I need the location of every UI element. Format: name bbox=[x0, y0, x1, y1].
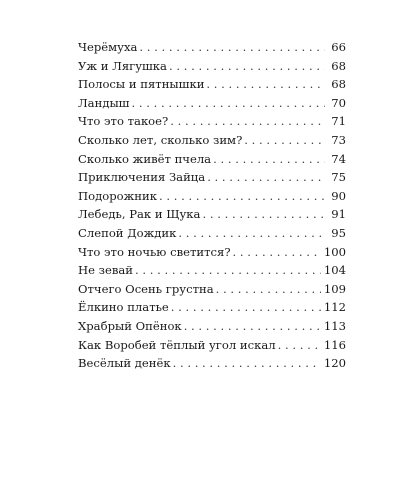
toc-entry-title: Сколько живёт пчела bbox=[78, 151, 212, 166]
toc-entry-title: Приключения Зайца bbox=[78, 170, 206, 185]
toc-entry-title: Весёлый денёк bbox=[78, 356, 171, 371]
toc-entry-page: 68 bbox=[331, 58, 346, 73]
toc-entry-page: 73 bbox=[331, 132, 346, 147]
toc-leader-dots bbox=[233, 243, 321, 262]
toc-entry-title: Ёлкино платье bbox=[78, 300, 169, 315]
toc-entry-page: 70 bbox=[331, 95, 346, 110]
toc-entry-title: Ландыш bbox=[78, 95, 130, 110]
toc-entry bbox=[78, 57, 346, 76]
toc-leader-dots bbox=[171, 298, 321, 317]
toc-leader-dots bbox=[169, 57, 325, 76]
toc-leader-dots bbox=[244, 131, 325, 150]
toc-entry-title: Лебедь, Рак и Щука bbox=[78, 207, 201, 222]
toc-entry-page: 104 bbox=[323, 263, 346, 278]
toc-entry bbox=[78, 131, 346, 150]
toc-leader-dots bbox=[135, 261, 321, 280]
toc-entry-page: 71 bbox=[331, 114, 346, 129]
toc-leader-dots bbox=[207, 168, 325, 187]
toc-leader-dots bbox=[159, 187, 325, 206]
toc-leader-dots bbox=[173, 354, 321, 373]
toc-leader-dots bbox=[278, 336, 321, 355]
toc-entry-page: 120 bbox=[323, 356, 346, 371]
toc-entry-page: 66 bbox=[331, 40, 346, 54]
toc-entry bbox=[78, 112, 346, 131]
toc-entry-title: Подорожник bbox=[78, 188, 157, 203]
toc-leader-dots bbox=[139, 38, 325, 57]
toc-entry bbox=[78, 261, 346, 280]
toc-entry bbox=[78, 150, 346, 169]
toc-entry bbox=[78, 298, 346, 317]
toc-entry-page: 91 bbox=[331, 207, 346, 222]
toc-entry-title: Что это ночью светится? bbox=[78, 244, 231, 259]
toc-entry-page: 68 bbox=[331, 77, 346, 92]
toc-entry-page: 109 bbox=[323, 281, 346, 296]
table-of-contents bbox=[78, 38, 346, 373]
toc-entry bbox=[78, 336, 346, 355]
toc-entry-page: 100 bbox=[323, 244, 346, 259]
toc-entry-title: Уж и Лягушка bbox=[78, 58, 167, 73]
toc-leader-dots bbox=[216, 280, 321, 299]
toc-leader-dots bbox=[184, 317, 321, 336]
toc-entry-title: Храбрый Опёнок bbox=[78, 318, 182, 333]
toc-entry bbox=[78, 38, 346, 57]
toc-entry-title: Не зевай bbox=[78, 263, 134, 278]
toc-entry bbox=[78, 224, 346, 243]
toc-entry-title: Как Воробей тёплый угол искал bbox=[78, 337, 276, 352]
toc-entry-page: 75 bbox=[331, 170, 346, 185]
toc-entry-title: Отчего Осень грустна bbox=[78, 281, 214, 296]
toc-leader-dots bbox=[131, 94, 325, 113]
toc-entry bbox=[78, 317, 346, 336]
toc-leader-dots bbox=[178, 224, 325, 243]
toc-entry-page: 112 bbox=[323, 300, 346, 315]
toc-entry bbox=[78, 168, 346, 187]
toc-entry-page: 116 bbox=[323, 337, 346, 352]
toc-leader-dots bbox=[170, 112, 325, 131]
toc-entry-page: 95 bbox=[331, 225, 346, 240]
toc-entry bbox=[78, 354, 346, 373]
toc-entry bbox=[78, 94, 346, 113]
toc-entry-page: 74 bbox=[331, 151, 346, 166]
toc-entry-page: 90 bbox=[331, 188, 346, 203]
toc-entry-title: Полосы и пятнышки bbox=[78, 77, 205, 92]
toc-leader-dots bbox=[202, 205, 325, 224]
toc-entry bbox=[78, 75, 346, 94]
toc-leader-dots bbox=[206, 75, 325, 94]
toc-entry-page: 113 bbox=[323, 318, 346, 333]
toc-entry bbox=[78, 205, 346, 224]
toc-entry bbox=[78, 280, 346, 299]
toc-leader-dots bbox=[213, 150, 325, 169]
toc-entry bbox=[78, 187, 346, 206]
toc-entry bbox=[78, 243, 346, 262]
toc-entry-title: Сколько лет, сколько зим? bbox=[78, 132, 243, 147]
toc-entry-title: Черёмуха bbox=[78, 40, 138, 54]
toc-entry-title: Что это такое? bbox=[78, 114, 169, 129]
toc-entry-title: Слепой Дождик bbox=[78, 225, 177, 240]
